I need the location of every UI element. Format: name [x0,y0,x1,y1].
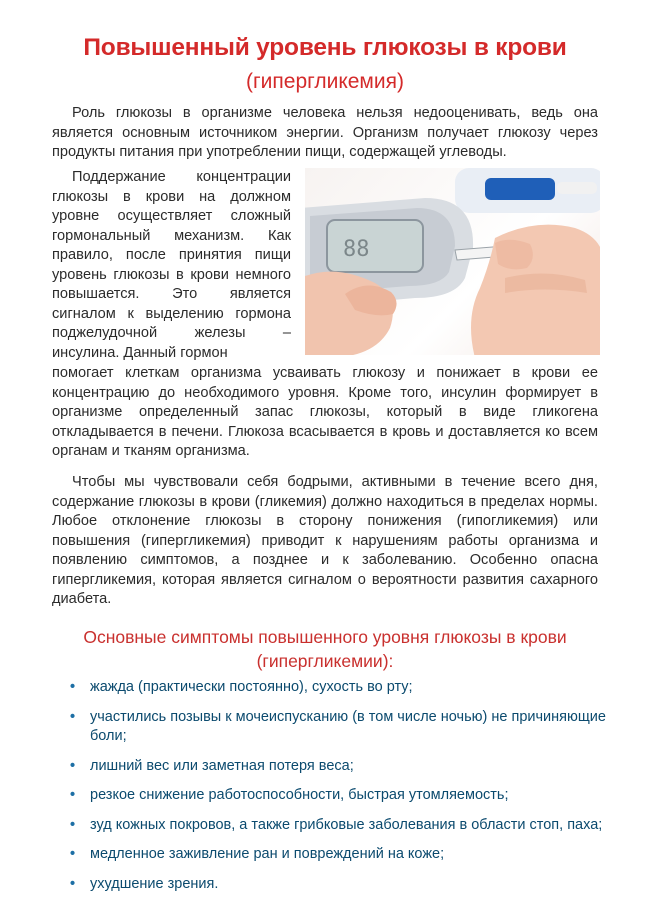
list-item: • зуд кожных покровов, а также грибковые заболевания в области стоп, паха; [68,816,613,836]
glucometer-photo [305,168,600,355]
paragraph-hormone-wrapped: Поддержание концентрации глюкозы в крови на должном уровне осуществляет сложный гормональный механизм. Как правило, после принятия пищи уровень глюкозы в крови немного повышается. Это является сигналом к выделению гормона поджелудочной железы – инсулина. Данный гормон [52,169,291,361]
bullet-icon: • [70,875,76,892]
paragraph-hormone-continued: помогает клеткам организма усваивать глюкозу и понижает в крови ее концентрацию до необходимого уровня. Кроме того, инсулин формирует в организме определенный запас глюкозы, который в виде гликогена откладывается в печени. Глюкоза всасывается в кровь и доставляется ко всем органам и тканям организма. [52,365,598,459]
bullet-icon: • [70,708,76,725]
page-title: Повышенный уровень глюкозы в крови [83,34,567,61]
list-item: • резкое снижение работоспособности, быстрая утомляемость; [68,786,613,806]
glucometer-illustration [305,168,600,355]
bullet-icon: • [70,757,76,774]
bullet-icon: • [70,787,76,803]
paragraph-glycemia: Чтобы мы чувствовали себя бодрыми, активными в течение всего дня, содержание глюкозы в крови (гликемия) должно находиться в пределах нормы. Любое отклонение глюкозы в сторону понижения (гипогликемия) или повышения (гипергликемия) приводит к нарушениям работы организма и появлению симптомов, а позднее и к заболеванию. Особенно опасна гипергликемия, которая является сигналом о вероятности развития сахарного диабета. [52,474,598,607]
bullet-icon: • [70,679,76,695]
list-item: • ухудшение зрения. [68,875,613,895]
paragraph-intro: Роль глюкозы в организме человека нельзя недооценивать, ведь она является основным источником энергии. Организм получает глюкозу через продукты питания при употреблении пищи, содержащей углеводы. [52,105,598,160]
bullet-icon: • [70,816,76,833]
bullet-icon: • [70,846,76,862]
page-subtitle: (гипергликемия) [246,70,404,93]
list-item: • участились позывы к мочеиспусканию (в том числе ночью) не причиняющие боли; [70,708,606,744]
list-item: • жажда (практически постоянно), сухость во рту; [68,678,613,698]
symptoms-list [68,678,613,904]
list-item: • медленное заживление ран и повреждений на коже; [68,845,613,865]
list-item: • лишний вес или заметная потеря веса; [68,757,613,777]
symptoms-heading: Основные симптомы повышенного уровня глюкозы в крови (гипергликемии): [83,627,567,671]
svg-text:88: 88 [343,237,370,262]
